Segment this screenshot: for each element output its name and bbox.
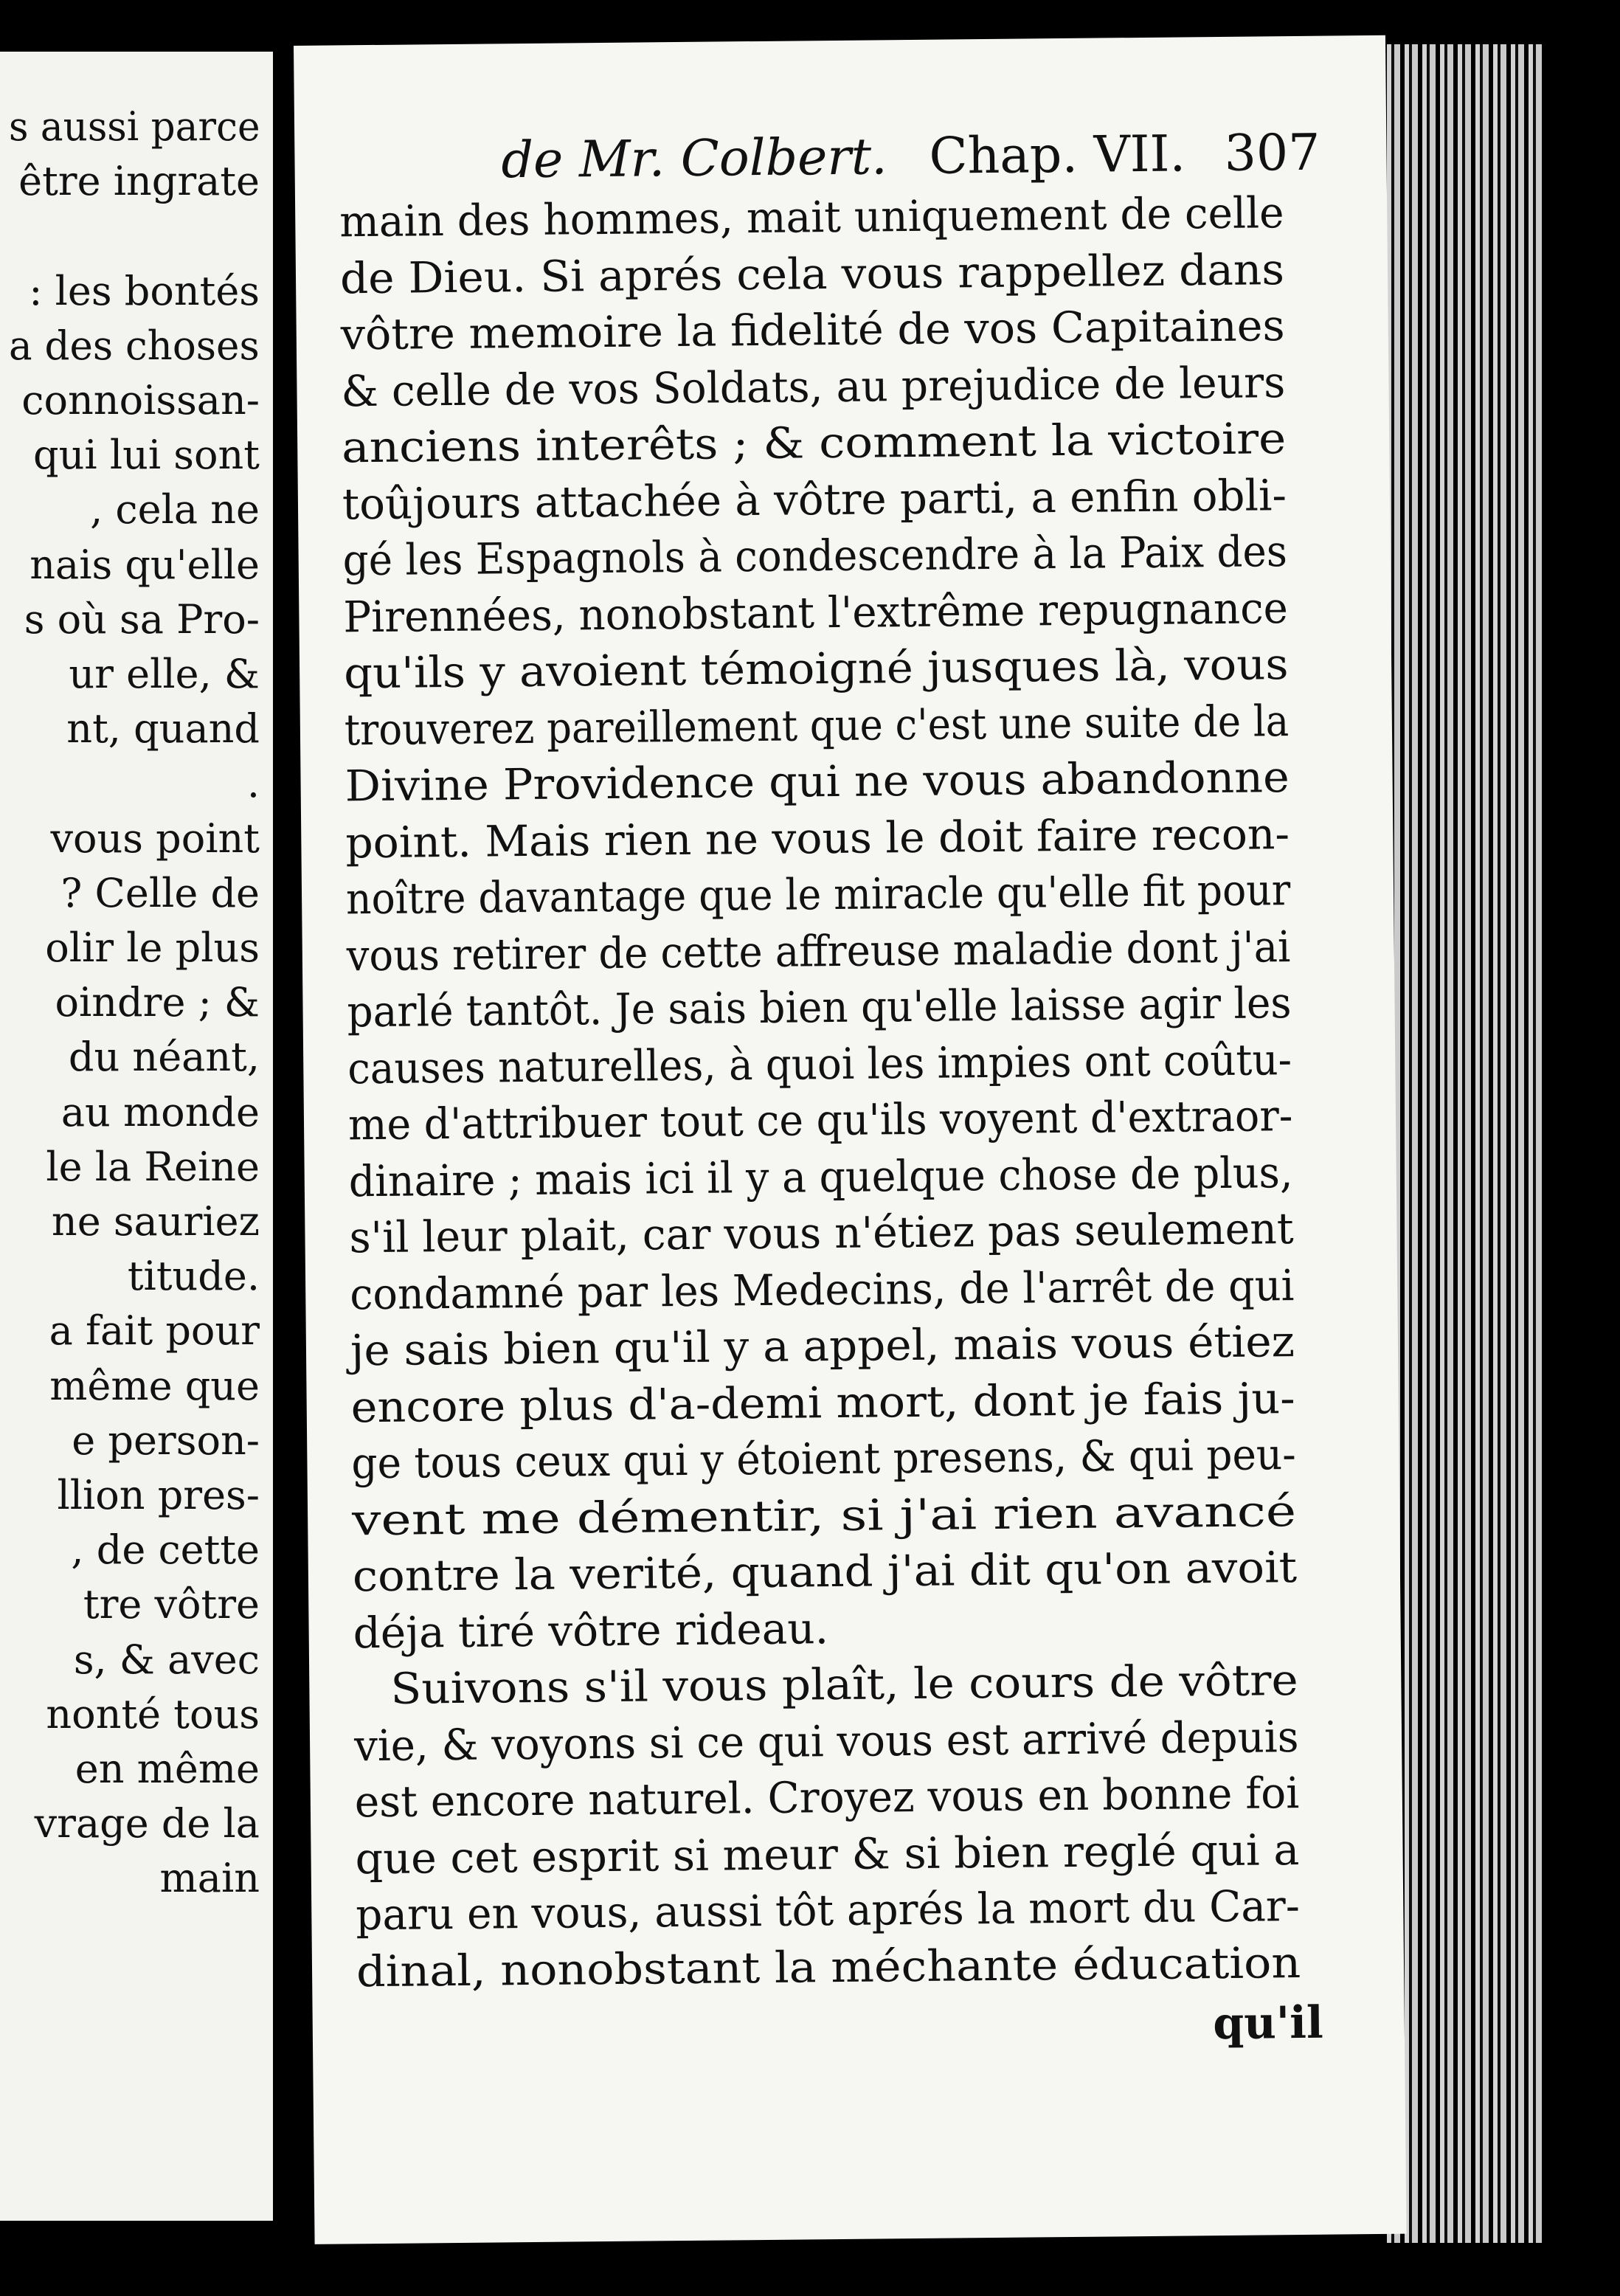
page-number: 307 <box>1224 123 1320 183</box>
chapter-label: Chap. VII. <box>929 125 1186 186</box>
body-line: déja tiré vôtre rideau. <box>353 1602 829 1658</box>
left-page-line: nt, quand <box>66 705 260 753</box>
left-page-line: titude. <box>127 1253 260 1300</box>
left-page-line: nais qu'elle <box>30 541 260 588</box>
body-line: Pirennées, nonobstant l'extrême repugnance <box>343 582 1289 642</box>
body-line: toûjours attachée à vôtre parti, a enfin obli- <box>342 469 1287 529</box>
body-line: causes naturelles, à quoi les impies ont coûtu- <box>347 1034 1292 1093</box>
left-page-line: en même <box>75 1746 260 1792</box>
body-line: paru en vous, aussi tôt aprés la mort du Car- <box>355 1881 1301 1940</box>
left-page-line: nonté tous <box>46 1690 260 1737</box>
left-page-line: s aussi parce <box>8 103 260 150</box>
left-page-line: a des choses <box>9 322 260 369</box>
left-page-line: au monde <box>60 1088 260 1135</box>
body-line: trouverez pareillement que c'est une suite de la <box>344 695 1290 755</box>
body-line: & celle de vos Soldats, au prejudice de leurs <box>341 356 1286 416</box>
left-page-line: llion pres- <box>57 1472 260 1518</box>
running-head <box>501 123 1320 196</box>
body-line: que cet esprit si meur & si bien reglé qui a <box>355 1824 1300 1884</box>
body-line: ge tous ceux qui y étoient presens, & qui peu- <box>351 1429 1297 1489</box>
left-page-line: connoissan- <box>21 377 260 423</box>
left-page-line: même que <box>49 1362 260 1409</box>
left-page-line: vous point <box>50 815 260 862</box>
left-page-line: : les bontés <box>29 267 260 314</box>
body-line: Suivons s'il vous plaît, le cours de vôtre <box>390 1655 1298 1714</box>
body-line: dinaire ; mais ici il y a quelque chose de plus, <box>348 1147 1293 1206</box>
left-page-line: tre vôtre <box>83 1581 260 1628</box>
left-page-line: ne sauriez <box>51 1198 260 1245</box>
body-line: noître davantage que le miracle qu'elle fit pour <box>345 865 1291 924</box>
left-page-line: vrage de la <box>34 1800 260 1847</box>
body-line: Divine Providence qui ne vous abandonne <box>345 752 1290 812</box>
body-line: est encore naturel. Croyez vous en bonne foi <box>354 1768 1300 1828</box>
body-line: anciens interêts ; & comment la victoire <box>341 413 1287 473</box>
body-line: contre la verité, quand j'ai dit qu'on avoit <box>352 1542 1298 1602</box>
left-page-line: être ingrate <box>18 158 260 205</box>
body-line: qu'ils y avoient témoigné jusques là, vous <box>343 639 1289 699</box>
body-line: me d'attribuer tout ce qu'ils voyent d'extraor- <box>347 1090 1293 1150</box>
left-page-line: s où sa Pro- <box>24 595 260 643</box>
body-line: gé les Espagnols à condescendre à la Paix des <box>342 526 1288 586</box>
left-page-line: e person- <box>72 1417 260 1464</box>
body-line: encore plus d'a-demi mort, dont je fais ju- <box>350 1372 1295 1432</box>
body-line: je sais bien qu'il y a appel, mais vous étiez <box>350 1316 1295 1376</box>
body-line: vous retirer de cette affreuse maladie dont j'ai <box>346 921 1291 981</box>
body-line: vie, & voyons si ce qui vous est arrivé depuis <box>353 1711 1299 1771</box>
body-line: condamné par les Medecins, de l'arrêt de qui <box>349 1259 1295 1319</box>
left-page-line: qui lui sont <box>33 432 260 479</box>
body-line: dinal, nonobstant la méchante éducation <box>356 1937 1301 1996</box>
left-page-line: ur elle, & <box>69 651 260 697</box>
left-page-line: olir le plus <box>45 924 260 971</box>
left-page-line: , cela ne <box>90 486 260 533</box>
body-line: vent me démentir, si j'ai rien avancé <box>351 1485 1297 1545</box>
body-line: parlé tantôt. Je sais bien qu'elle laisse agir les <box>347 978 1292 1037</box>
left-page-line: le la Reine <box>46 1143 260 1190</box>
running-title: de Mr. Colbert. <box>501 128 888 190</box>
body-line: main des hommes, mait uniquement de celle <box>339 187 1284 247</box>
left-page-line: oindre ; & <box>55 979 260 1026</box>
left-page-line: main <box>159 1855 260 1902</box>
body-line: vôtre memoire la fidelité de vos Capitaines <box>340 300 1285 360</box>
body-line: de Dieu. Si aprés cela vous rappellez dans <box>339 243 1285 303</box>
body-line: point. Mais rien ne vous le doit faire recon- <box>345 808 1290 868</box>
left-page-line: a fait pour <box>49 1307 260 1355</box>
body-line: s'il leur plait, car vous n'étiez pas seulement <box>349 1203 1294 1263</box>
left-page-line: ? Celle de <box>60 869 260 916</box>
right-page <box>294 35 1407 2244</box>
left-page-line: du néant, <box>68 1034 260 1081</box>
left-page-line: , de cette <box>71 1526 260 1574</box>
left-page <box>0 52 273 2221</box>
left-page-line: s, & avec <box>73 1636 260 1683</box>
page-edges <box>1387 44 1542 2243</box>
left-page-line: . <box>246 760 260 807</box>
catchword: qu'il <box>1212 1996 1324 2050</box>
book-gutter <box>273 52 295 2221</box>
book-cover-edge <box>1542 89 1571 2213</box>
